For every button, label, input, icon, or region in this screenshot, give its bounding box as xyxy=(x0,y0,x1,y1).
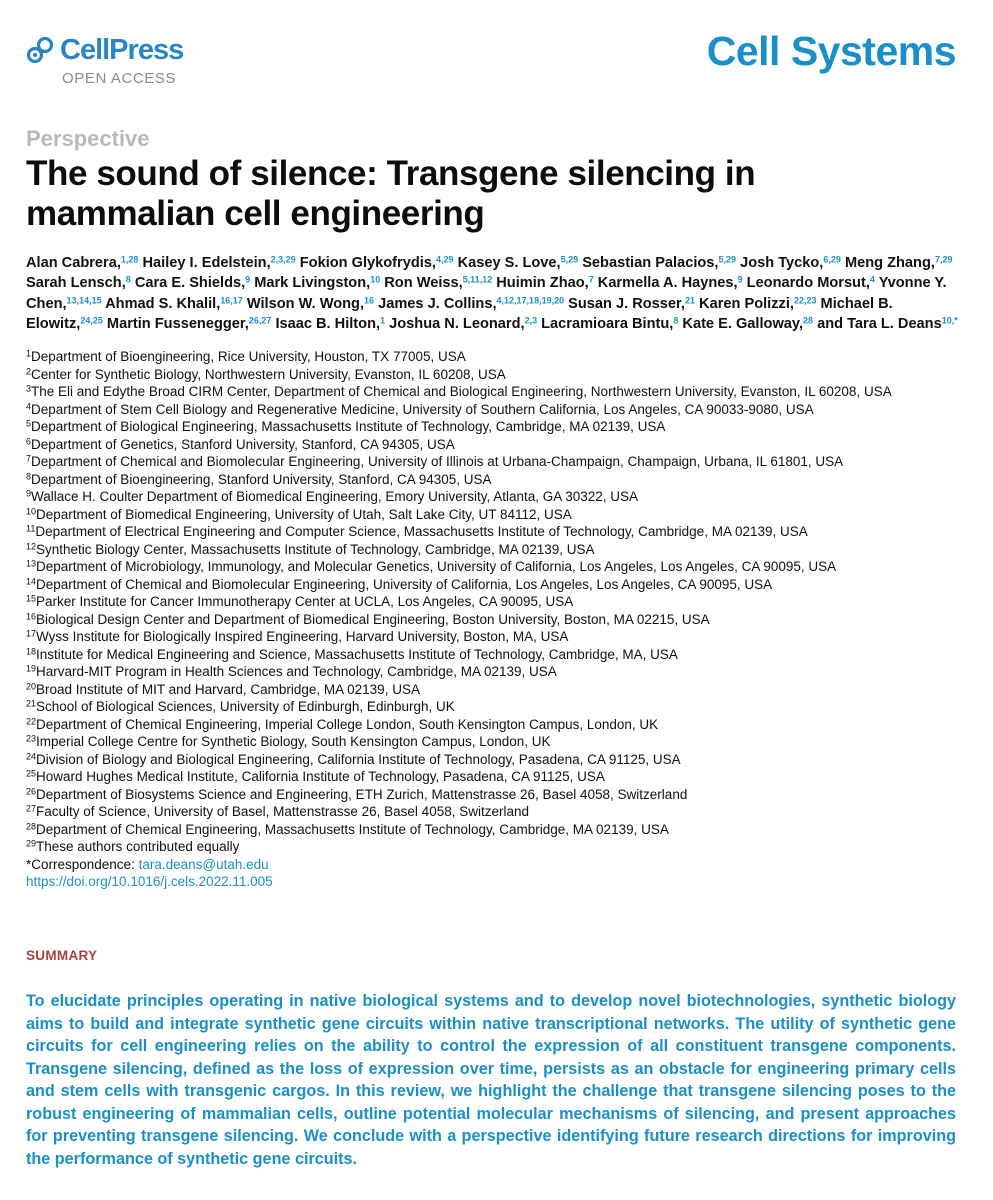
author-affiliation-ref[interactable]: 9 xyxy=(737,274,743,285)
author-name: Fokion Glykofrydis, xyxy=(299,255,436,271)
journal-title[interactable]: Cell Systems xyxy=(706,28,956,74)
affiliation-text: Synthetic Biology Center, Massachusetts Institute of Technology, Cambridge, MA 02139, USA xyxy=(36,541,595,557)
affiliation-item xyxy=(26,418,956,436)
affiliation-list xyxy=(26,348,956,891)
affiliation-item xyxy=(26,558,956,576)
affiliation-text: Department of Chemical Engineering, Imperial College London, South Kensington Campus, London, UK xyxy=(36,716,659,732)
author-name: Sebastian Palacios, xyxy=(582,255,719,271)
author-affiliation-ref[interactable]: 1,28 xyxy=(120,254,139,265)
author-affiliation-ref[interactable]: 8 xyxy=(125,274,131,285)
affiliation-item xyxy=(26,611,956,629)
affiliation-text: Parker Institute for Cancer Immunotherapy Center at UCLA, Los Angeles, CA 90095, USA xyxy=(36,594,574,609)
author-affiliation-ref[interactable]: 5,29 xyxy=(560,254,579,265)
affiliation-text: Department of Biomedical Engineering, University of Utah, Salt Lake City, UT 84112, USA xyxy=(36,506,572,522)
affiliation-item xyxy=(26,471,956,489)
affiliation-number: 28 xyxy=(26,821,37,831)
doi-link[interactable]: https://doi.org/10.1016/j.cels.2022.11.005 xyxy=(26,874,273,889)
author-affiliation-ref[interactable]: 5,29 xyxy=(718,254,737,265)
correspondence xyxy=(26,856,956,874)
author-name: Leonardo Morsut, xyxy=(746,275,870,292)
author-name: Martin Fussenegger, xyxy=(106,316,249,333)
author-affiliation-ref[interactable]: 2,3,29 xyxy=(270,254,296,265)
author-name: Lacramioara Bintu, xyxy=(541,316,674,333)
affiliation-number: 6 xyxy=(26,436,32,446)
affiliation-text: Department of Biological Engineering, Massachusetts Institute of Technology, Cambridge, MA 02139, USA xyxy=(31,419,666,434)
affiliation-number: 15 xyxy=(26,593,37,604)
affiliation-item xyxy=(26,366,956,384)
affiliation-item xyxy=(26,838,956,856)
affiliation-text: Faculty of Science, University of Basel, Mattenstrasse 26, Basel 4058, Switzerland xyxy=(36,804,529,819)
article-title: The sound of silence: Transgene silencing in mammalian cell engineering xyxy=(26,154,756,233)
author-name: Cara E. Shields, xyxy=(134,275,246,292)
author-affiliation-ref[interactable]: 10 xyxy=(370,274,381,285)
author-affiliation-ref[interactable]: 4 xyxy=(869,274,875,285)
affiliation-item xyxy=(26,786,956,804)
affiliation-number: 3 xyxy=(26,383,32,394)
open-access-label: OPEN ACCESS xyxy=(62,70,177,87)
author-affiliation-ref[interactable]: 7 xyxy=(588,274,594,285)
affiliation-item xyxy=(26,488,956,506)
author-affiliation-ref[interactable]: 4,29 xyxy=(435,254,454,265)
affiliation-text: Division of Biology and Biological Engineering, California Institute of Technology, Pasadena, CA 91125, USA xyxy=(36,751,681,767)
affiliation-item xyxy=(26,523,956,541)
author-name: Michael B. Elowitz, xyxy=(26,295,893,333)
affiliation-text: Center for Synthetic Biology, Northwestern University, Evanston, IL 60208, USA xyxy=(31,366,506,382)
author-name: Wilson W. Wong, xyxy=(246,295,365,312)
affiliation-number: 18 xyxy=(26,646,37,656)
affiliation-item xyxy=(26,733,956,751)
affiliation-number: 24 xyxy=(26,751,37,761)
author-name: Mark Livingston, xyxy=(254,275,371,292)
affiliation-item xyxy=(26,541,956,559)
author-affiliation-ref[interactable]: 28 xyxy=(803,315,814,326)
author-affiliation-ref[interactable]: 8 xyxy=(673,315,679,326)
page-header xyxy=(26,28,956,94)
affiliation-text: Imperial College Centre for Synthetic Biology, South Kensington Campus, London, UK xyxy=(36,734,551,749)
affiliation-text: Howard Hughes Medical Institute, California Institute of Technology, Pasadena, CA 91125, USA xyxy=(36,769,605,784)
author-name: Joshua N. Leonard, xyxy=(389,316,525,333)
author-affiliation-ref[interactable]: 2,3 xyxy=(524,315,538,326)
affiliation-text: Wyss Institute for Biologically Inspired Engineering, Harvard University, Boston, MA, USA xyxy=(36,629,569,644)
summary-heading: SUMMARY xyxy=(26,948,98,963)
author-name: Hailey I. Edelstein, xyxy=(142,255,271,271)
author-name: Isaac B. Hilton, xyxy=(275,316,381,333)
author-name: Susan J. Rosser, xyxy=(568,295,685,312)
author-affiliation-ref[interactable]: 4,12,17,18,19,20 xyxy=(496,295,565,306)
affiliation-text: Department of Electrical Engineering and Computer Science, Massachusetts Institute of Technology, Cambridge, MA 02139, USA xyxy=(35,524,808,539)
affiliation-number: 9 xyxy=(26,488,32,499)
affiliation-item xyxy=(26,383,956,401)
affiliation-text: The Eli and Edythe Broad CIRM Center, Department of Chemical and Biological Engineering, Northwestern University, Evanston, IL 60208, USA xyxy=(31,384,892,399)
author-affiliation-ref[interactable]: 22,23 xyxy=(793,295,817,306)
affiliation-number: 11 xyxy=(26,523,36,534)
author-name: Ron Weiss, xyxy=(384,275,463,292)
correspondence-email-link[interactable]: tara.deans@utah.edu xyxy=(138,856,269,872)
cellpress-logo-icon xyxy=(26,36,54,64)
author-affiliation-ref[interactable]: 16 xyxy=(364,295,375,306)
author-name: James J. Collins, xyxy=(378,295,497,312)
affiliation-number: 29 xyxy=(26,838,37,849)
correspondence-label: *Correspondence: xyxy=(26,856,139,872)
author-name: Alan Cabrera, xyxy=(26,255,121,271)
author-affiliation-ref[interactable]: 7,29 xyxy=(934,254,953,265)
author-name: Meng Zhang, xyxy=(844,255,935,271)
author-affiliation-ref[interactable]: 24,25 xyxy=(80,315,103,326)
affiliation-text: Department of Microbiology, Immunology, and Molecular Genetics, University of California, Los Angeles, Los Angeles, CA 90095, USA xyxy=(36,559,837,574)
affiliation-item xyxy=(26,506,956,524)
author-affiliation-ref[interactable]: 21 xyxy=(684,295,695,306)
affiliation-number: 10 xyxy=(26,506,37,516)
author-affiliation-ref[interactable]: 10,* xyxy=(941,315,958,326)
affiliation-text: Department of Chemical Engineering, Massachusetts Institute of Technology, Cambridge, MA 02139, USA xyxy=(36,821,669,837)
author-name: Ahmad S. Khalil, xyxy=(105,295,221,312)
affiliation-text: Department of Genetics, Stanford University, Stanford, CA 94305, USA xyxy=(31,436,455,452)
affiliation-number: 25 xyxy=(26,768,37,779)
affiliation-text: Broad Institute of MIT and Harvard, Cambridge, MA 02139, USA xyxy=(36,681,420,697)
author-name: Huimin Zhao, xyxy=(496,275,589,292)
affiliation-item xyxy=(26,803,956,821)
affiliation-item xyxy=(26,821,956,839)
author-name: Kasey S. Love, xyxy=(457,255,561,271)
affiliation-number: 14 xyxy=(26,576,37,586)
affiliation-item xyxy=(26,681,956,699)
affiliation-item xyxy=(26,453,956,471)
affiliation-item xyxy=(26,716,956,734)
affiliation-number: 5 xyxy=(26,418,32,429)
author-affiliation-ref[interactable]: 6,29 xyxy=(823,254,841,265)
affiliation-number: 16 xyxy=(26,611,37,621)
author-name: Kate E. Galloway, xyxy=(682,316,803,333)
affiliation-number: 19 xyxy=(26,663,37,674)
affiliation-text: Department of Bioengineering, Rice University, Houston, TX 77005, USA xyxy=(31,349,466,364)
author-affiliation-ref[interactable]: 13,14,15 xyxy=(66,295,102,306)
affiliation-text: Department of Chemical and Biomolecular Engineering, University of Illinois at Urbana-Champaign, Champaign, Urbana, IL 61801, USA xyxy=(31,454,844,469)
affiliation-text: Institute for Medical Engineering and Science, Massachusetts Institute of Technology, Cambridge, MA, USA xyxy=(36,646,678,662)
author-affiliation-ref[interactable]: 1 xyxy=(380,315,386,326)
affiliation-text: School of Biological Sciences, University of Edinburgh, Edinburgh, UK xyxy=(36,699,455,714)
author-affiliation-ref[interactable]: 26,27 xyxy=(248,315,272,326)
affiliation-number: 2 xyxy=(26,366,32,376)
affiliation-number: 12 xyxy=(26,541,37,551)
affiliation-text: Department of Chemical and Biomolecular Engineering, University of California, Los Angeles, Los Angeles, CA 90095, USA xyxy=(36,576,773,592)
author-name: Yvonne Y. Chen, xyxy=(26,275,947,312)
author-affiliation-ref[interactable]: 16,17 xyxy=(220,295,243,306)
author-name: Josh Tycko, xyxy=(740,255,824,271)
affiliation-number: 13 xyxy=(26,558,37,569)
author-name: and Tara L. Deans xyxy=(817,316,942,333)
author-affiliation-ref[interactable]: 5,11,12 xyxy=(462,274,493,285)
affiliation-item xyxy=(26,576,956,594)
affiliation-item xyxy=(26,436,956,454)
affiliation-item xyxy=(26,768,956,786)
affiliation-text: Wallace H. Coulter Department of Biomedical Engineering, Emory University, Atlanta, GA 30322, USA xyxy=(31,489,639,504)
affiliation-number: 20 xyxy=(26,681,37,691)
affiliation-number: 27 xyxy=(26,803,37,814)
affiliation-text: These authors contributed equally xyxy=(36,839,240,854)
affiliation-item xyxy=(26,751,956,769)
affiliation-item xyxy=(26,348,956,366)
affiliation-number: 17 xyxy=(26,628,37,639)
affiliation-number: 23 xyxy=(26,733,37,744)
affiliation-number: 1 xyxy=(26,348,32,359)
summary-text: To elucidate principles operating in native biological systems and to develop novel biotechnologies, synthetic biology aims to build and integrate synthetic gene circuits within native transcriptional networks. The utility of synthetic gene circuits for cell engineering relies on the ability to control the expression of all constituent transgene components. Transgene silencing, defined as the loss of expression over time, persists as an obstacle for engineering primary cells and stem cells with transgenic cargos. In this review, we highlight the challenge that transgene silencing poses to the robust engineering of mammalian cells, outline potential molecular mechanisms of silencing, and present approaches for preventing transgene silencing. We conclude with a perspective identifying future research directions for improving the performance of synthetic gene circuits. xyxy=(26,992,956,1168)
author-name: Karen Polizzi, xyxy=(699,295,794,312)
affiliation-text: Department of Bioengineering, Stanford University, Stanford, CA 94305, USA xyxy=(31,471,492,487)
affiliation-item xyxy=(26,663,956,681)
affiliation-number: 4 xyxy=(26,401,32,411)
affiliation-number: 26 xyxy=(26,786,37,796)
affiliation-item xyxy=(26,593,956,611)
affiliation-number: 7 xyxy=(26,453,32,464)
affiliation-item xyxy=(26,628,956,646)
affiliation-text: Department of Stem Cell Biology and Regenerative Medicine, University of Southern California, Los Angeles, CA 90033-9080, USA xyxy=(31,401,814,417)
author-list xyxy=(26,253,971,335)
publisher-name: CellPress xyxy=(60,34,184,66)
affiliation-text: Harvard-MIT Program in Health Sciences and Technology, Cambridge, MA 02139, USA xyxy=(36,664,557,679)
affiliation-item xyxy=(26,401,956,419)
affiliation-item xyxy=(26,646,956,664)
author-name: Karmella A. Haynes, xyxy=(597,275,738,292)
affiliation-number: 22 xyxy=(26,716,37,726)
affiliation-item xyxy=(26,698,956,716)
affiliation-text: Biological Design Center and Department of Biomedical Engineering, Boston University, Boston, MA 02215, USA xyxy=(36,611,710,627)
affiliation-number: 21 xyxy=(26,698,37,709)
author-name: Sarah Lensch, xyxy=(26,275,126,292)
affiliation-number: 8 xyxy=(26,471,32,481)
article-type: Perspective xyxy=(26,126,150,151)
author-affiliation-ref[interactable]: 9 xyxy=(245,274,251,285)
affiliation-text: Department of Biosystems Science and Engineering, ETH Zurich, Mattenstrasse 26, Basel 4058, Switzerland xyxy=(36,786,688,802)
